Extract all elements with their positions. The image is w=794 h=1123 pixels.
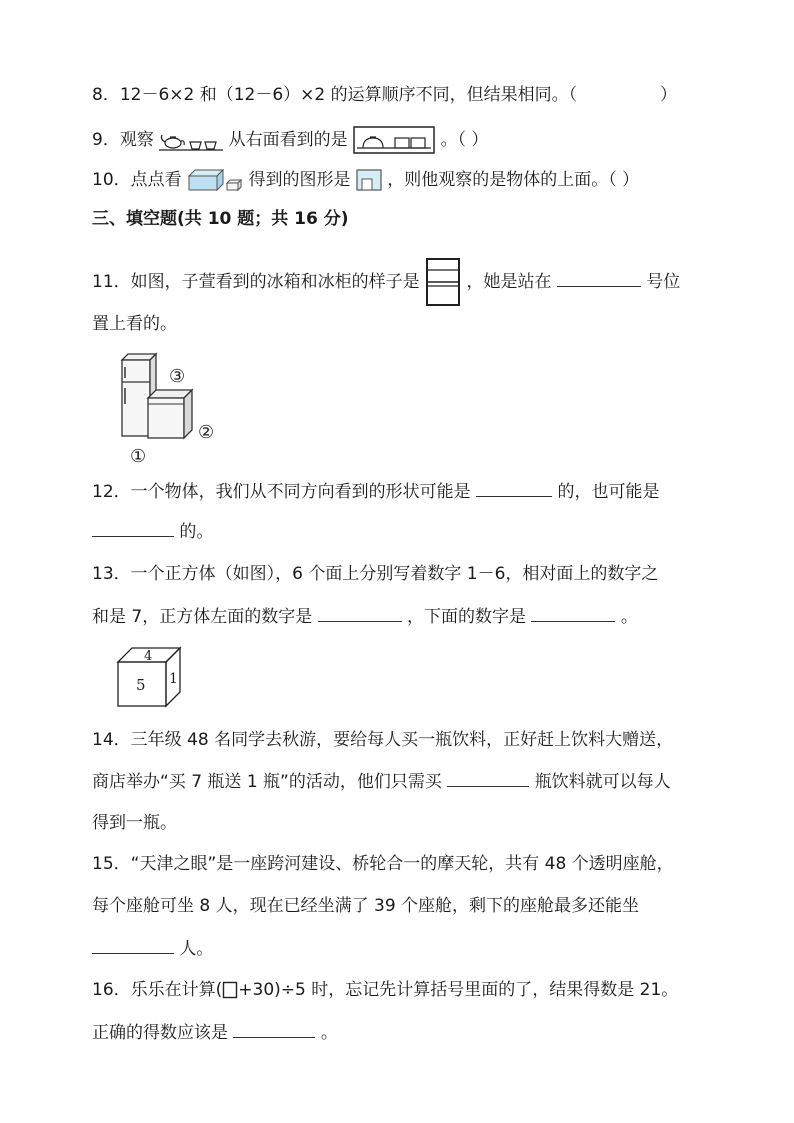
question-15-line3-suffix: 人。 — [179, 939, 214, 959]
question-13: 13．一个正方体（如图），6 个面上分别写着数字 1－6，相对面上的数字之 — [92, 564, 659, 584]
question-10-suffix: ，则他观察的是物体的上面。（ ） — [387, 170, 640, 190]
cube-side-number: 1 — [169, 671, 178, 687]
question-14-line2 — [92, 770, 671, 793]
question-15-line3 — [92, 937, 213, 960]
question-12-line2-suffix: 的。 — [179, 522, 214, 542]
cube-figure — [116, 646, 186, 708]
question-9 — [92, 126, 488, 154]
question-8 — [92, 84, 677, 106]
answer-blank[interactable] — [476, 480, 552, 497]
question-15-line2: 每个座舱可坐 8 人，现在已经坐满了 39 个座舱，剩下的座舱最多还能坐 — [92, 896, 640, 916]
teapot-cups-icon — [159, 127, 223, 153]
answer-blank[interactable] — [92, 937, 174, 954]
fridge-view-icon — [425, 258, 461, 306]
question-10 — [92, 168, 639, 192]
question-14-line3: 得到一瓶。 — [92, 813, 177, 833]
question-14-line2-suffix: 瓶饮料就可以每人 — [534, 772, 671, 792]
question-16-line2-suffix: 。 — [320, 1023, 338, 1043]
question-12-prefix: 12．一个物体，我们从不同方向看到的形状可能是 — [92, 482, 471, 502]
answer-blank[interactable] — [557, 270, 641, 287]
question-13-line2-prefix: 和是 7，正方体左面的数字是 — [92, 607, 313, 627]
question-16-prefix: 16．乐乐在计算( — [92, 980, 223, 1000]
answer-blank[interactable] — [447, 770, 529, 787]
question-13-line2-suffix: 。 — [620, 607, 638, 627]
question-11-middle: ，她是站在 — [466, 272, 552, 292]
empty-box-icon — [222, 981, 238, 999]
side-view-icon — [353, 126, 435, 154]
cube-top-number: 4 — [144, 649, 153, 664]
question-10-middle: 得到的图形是 — [248, 170, 351, 190]
question-16-line2-prefix: 正确的得数应该是 — [92, 1023, 228, 1043]
question-11-line2: 置上看的。 — [92, 314, 177, 334]
question-12 — [92, 480, 659, 503]
question-9-suffix: 。（ ） — [440, 130, 489, 150]
answer-blank[interactable] — [92, 520, 174, 537]
question-12-line2 — [92, 520, 213, 543]
question-13-line2-middle: ，下面的数字是 — [407, 607, 527, 627]
top-view-icon — [356, 169, 382, 191]
question-9-middle: 从右面看到的是 — [228, 130, 348, 150]
question-16 — [92, 979, 678, 1001]
answer-blank[interactable] — [531, 605, 615, 622]
question-8-text: 8．12－6×2 和（12－6）×2 的运算顺序不同，但结果相同。（ — [92, 85, 578, 105]
question-8-close: ） — [659, 85, 677, 105]
question-12-middle: 的，也可能是 — [557, 482, 660, 502]
answer-blank[interactable] — [318, 605, 402, 622]
question-11-prefix: 11．如图，子萱看到的冰箱和冰柜的样子是 — [92, 272, 420, 292]
question-11-suffix: 号位 — [646, 272, 681, 292]
boxes-icon — [187, 168, 243, 192]
question-16-line2 — [92, 1021, 338, 1044]
question-9-prefix: 9．观察 — [92, 130, 154, 150]
label-3: ③ — [169, 366, 186, 387]
fridge-freezer-figure — [112, 352, 224, 468]
cube-front-number: 5 — [136, 676, 146, 694]
question-11 — [92, 258, 680, 306]
question-15: 15．“天津之眼”是一座跨河建设、桥轮合一的摩天轮，共有 48 个透明座舱， — [92, 854, 674, 874]
question-14: 14．三年级 48 名同学去秋游，要给每人买一瓶饮料，正好赶上饮料大赠送， — [92, 730, 674, 750]
label-2: ② — [198, 422, 215, 443]
section-heading: 三、填空题(共 10 题；共 16 分) — [92, 209, 349, 229]
question-13-line2 — [92, 605, 638, 628]
label-1: ① — [130, 446, 147, 467]
question-14-line2-prefix: 商店举办“买 7 瓶送 1 瓶”的活动，他们只需买 — [92, 772, 442, 792]
question-10-prefix: 10．点点看 — [92, 170, 182, 190]
answer-blank[interactable] — [233, 1021, 315, 1038]
question-16-suffix: +30)÷5 时，忘记先计算括号里面的了，结果得数是 21。 — [238, 980, 679, 1000]
